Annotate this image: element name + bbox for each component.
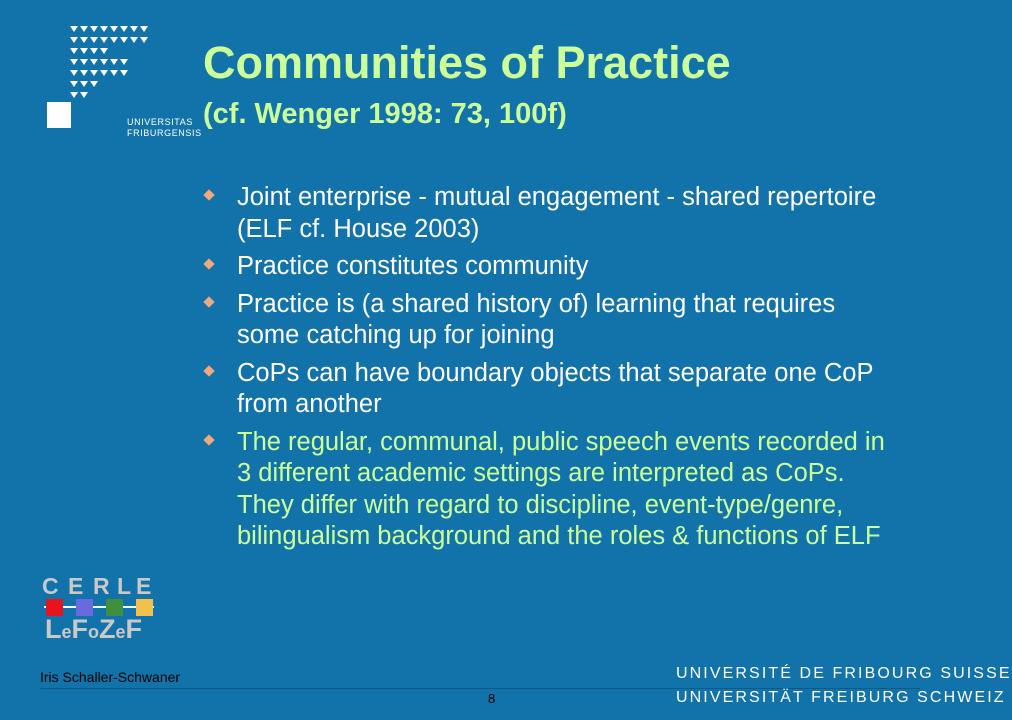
- lefozef-wordmark: [45, 615, 142, 648]
- bullet-text: CoPs can have boundary objects that separate one CoP from another: [237, 358, 874, 418]
- bullet-text: Joint enterprise - mutual engagement - shared repertoire (ELF cf. House 2003): [237, 183, 877, 243]
- lefozef-letter: L: [45, 614, 62, 644]
- slide-title: Communities of Practice: [203, 37, 731, 88]
- diamond-bullet-icon: [203, 189, 214, 200]
- diamond-bullet-icon: [203, 365, 214, 376]
- lefozef-letter: F: [125, 614, 143, 644]
- university-name-german: UNIVERSITÄT FREIBURG SCHWEIZ: [676, 689, 1006, 706]
- university-logo-icon: [47, 18, 187, 130]
- diamond-bullet-icon: [203, 434, 214, 445]
- logo-line-2: FRIBURGENSIS: [127, 128, 202, 138]
- bullet-item: [203, 182, 903, 245]
- bullet-item: [203, 251, 903, 283]
- bullet-text: Practice is (a shared history of) learning that requires some catching up for joining: [237, 289, 836, 349]
- cerle-letter: E: [136, 573, 152, 599]
- logo-line-1: UNIVERSITAS: [127, 117, 193, 127]
- lefozef-letter: Z: [99, 614, 116, 644]
- page-number: 8: [488, 691, 496, 706]
- lefozef-letter: e: [61, 622, 72, 642]
- cerle-letter: R: [93, 573, 110, 599]
- footer-author: Iris Schaller-Schwaner: [40, 669, 181, 685]
- slide-subtitle: (cf. Wenger 1998: 73, 100f): [203, 98, 567, 130]
- cerle-letter: C: [42, 573, 59, 599]
- university-logo: [47, 18, 202, 138]
- lefozef-letter: o: [88, 622, 100, 642]
- bullet-item: [203, 289, 903, 352]
- lefozef-letter: F: [71, 614, 89, 644]
- university-logo-text: [127, 117, 202, 139]
- cerle-letter: L: [117, 573, 132, 599]
- bullet-item-highlighted: [203, 427, 903, 553]
- cerle-letter: E: [68, 573, 84, 599]
- university-name-french: UNIVERSITÉ DE FRIBOURG SUISSE: [676, 665, 1012, 682]
- diamond-bullet-icon: [203, 296, 214, 307]
- diamond-bullet-icon: [203, 258, 214, 269]
- bullet-text: Practice constitutes community: [237, 252, 589, 280]
- bullet-list: [203, 182, 903, 559]
- lefozef-letter: e: [115, 622, 126, 642]
- bullet-item: [203, 358, 903, 421]
- bullet-text: The regular, communal, public speech events recorded in 3 different academic settings are interpreted as CoPs. They differ with regard to discipline, event-type/genre, bilingualism background and the roles & functions of ELF: [237, 427, 885, 550]
